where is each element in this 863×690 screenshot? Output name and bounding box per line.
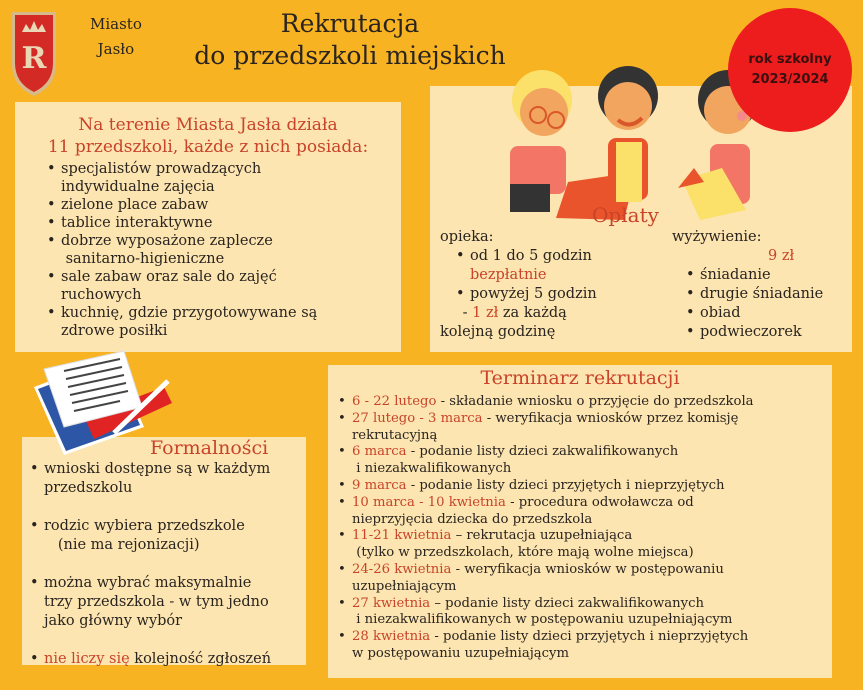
item-text: przedszkolu xyxy=(44,480,133,496)
item-text: kuchnię, gdzie przygotowywane są xyxy=(61,305,318,321)
schedule-text: i niezakwalifikowanych w postępowaniu uzupełniającym xyxy=(352,612,733,628)
schedule-item: • 27 lutego - 3 marca - weryfikacja wniosków przez komisję rekrutacyjną xyxy=(352,411,822,445)
formalities-list xyxy=(30,460,304,688)
schedule-text: - podanie listy dzieci przyjętych i nieprzyjętych xyxy=(430,629,749,645)
school-year-badge xyxy=(728,8,852,132)
list-item: • zielone place zabaw xyxy=(61,196,317,214)
schedule-item: • 11-21 kwietnia – rekrutacja uzupełniająca (tylko w przedszkolach, które mają wolne miejsca) xyxy=(352,528,822,562)
schedule-date: 24-26 kwietnia xyxy=(352,561,452,577)
item-text: indywidualne zajęcia xyxy=(61,179,215,195)
schedule-text: uzupełniającym xyxy=(352,578,457,594)
schedule-date: 6 marca xyxy=(352,444,407,460)
svg-text:R: R xyxy=(21,41,47,76)
schedule-text: - podanie listy dzieci przyjętych i nieprzyjętych xyxy=(406,477,725,493)
features-heading xyxy=(15,114,401,158)
item-text: tablice interaktywne xyxy=(61,215,213,231)
city-name xyxy=(90,12,142,62)
schedule-title: Terminarz rekrutacji xyxy=(480,367,680,389)
item-text: obiad xyxy=(700,305,741,321)
list-item: • dobrze wyposażone zaplecze sanitarno-higieniczne xyxy=(61,232,317,268)
care-fees xyxy=(440,228,597,342)
list-item: • drugie śniadanie xyxy=(686,286,824,302)
item-text: powyżej 5 godzin xyxy=(470,286,597,302)
features-heading-line-1: Na terenie Miasta Jasła działa xyxy=(78,115,338,135)
schedule-date: 10 marca - 10 kwietnia xyxy=(352,494,506,510)
schedule-item: • 27 kwietnia – podanie listy dzieci zakwalifikowanych i niezakwalifikowanych w postępowaniu uzupełniającym xyxy=(352,596,822,630)
list-item: • rodzic wybiera przedszkole (nie ma rejonizacji) xyxy=(44,517,304,555)
item-text: ruchowych xyxy=(61,287,142,303)
item-text: trzy przedszkola - w tym jedno xyxy=(44,594,269,610)
item-text: jako główny wybór xyxy=(44,613,183,629)
schedule-item: • 6 - 22 lutego - składanie wniosku o przyjęcie do przedszkola xyxy=(338,394,754,409)
care-label: opieka: xyxy=(440,229,494,245)
item-text: kolejność zgłoszeń xyxy=(129,651,272,667)
city-line-1: Miasto xyxy=(90,15,142,33)
schedule-item: • 10 marca - 10 kwietnia - procedura odwoławcza od nieprzyjęcia dziecka do przedszkola xyxy=(352,495,822,529)
schedule-date: 11-21 kwietnia xyxy=(352,528,452,544)
hourly-fee: 1 zł xyxy=(472,305,499,321)
list-item: • śniadanie xyxy=(686,267,771,283)
schedule-date: 9 marca xyxy=(352,477,407,493)
item-text: specjalistów prowadzących xyxy=(61,161,262,177)
item-text: śniadanie xyxy=(700,267,771,283)
schedule-text: – podanie listy dzieci zakwalifikowanych xyxy=(430,595,704,611)
item-text: od 1 do 5 godzin xyxy=(470,248,592,264)
list-item: • specjalistów prowadzących indywidualne zajęcia xyxy=(61,160,317,196)
schedule-text: i niezakwalifikowanych xyxy=(352,461,512,477)
item-text: zielone place zabaw xyxy=(61,197,209,213)
schedule-item: • 24-26 kwietnia - weryfikacja wniosków w postępowaniu uzupełniającym xyxy=(352,562,822,596)
item-text: dobrze wyposażone zaplecze xyxy=(61,233,273,249)
schedule-text: - składanie wniosku o przyjęcie do przedszkola xyxy=(436,394,754,409)
list-item: • sale zabaw oraz sale do zajęć ruchowych xyxy=(61,268,317,304)
city-crest-icon xyxy=(10,8,58,98)
list-item: • tablice interaktywne xyxy=(61,214,317,232)
schedule-text: - weryfikacja wniosków przez komisję xyxy=(482,410,739,426)
schedule-item: • 6 marca - podanie listy dzieci zakwalifikowanych i niezakwalifikowanych xyxy=(352,444,822,478)
meal-list xyxy=(672,266,823,342)
features-heading-line-2: 11 przedszkoli, każde z nich posiada: xyxy=(47,137,369,157)
free-label: bezpłatnie xyxy=(470,267,547,283)
list-item: • nie liczy się kolejność zgłoszeń xyxy=(30,651,272,667)
schedule-date: 28 kwietnia xyxy=(352,629,431,645)
schedule-text: w postępowaniu uzupełniającym xyxy=(352,645,569,661)
item-text: rodzic wybiera przedszkole xyxy=(44,518,245,534)
care-list xyxy=(440,247,597,304)
item-text: drugie śniadanie xyxy=(700,286,824,302)
title-line-1: Rekrutacja xyxy=(280,9,420,38)
badge-line-2: 2023/2024 xyxy=(751,72,829,87)
features-list xyxy=(47,160,318,340)
highlight-text: nie liczy się xyxy=(44,651,130,667)
schedule-item: • 28 kwietnia - podanie listy dzieci przyjętych i nieprzyjętych w postępowaniu uzupełniającym xyxy=(352,629,822,663)
title-line-2: do przedszkoli miejskich xyxy=(194,41,506,70)
list-item: • kuchnię, gdzie przygotowywane są zdrowe posiłki xyxy=(47,305,318,339)
schedule-text: (tylko w przedszkolach, które mają wolne miejsca) xyxy=(352,545,694,561)
schedule-list xyxy=(338,394,822,663)
schedule-text: - podanie listy dzieci zakwalifikowanych xyxy=(406,444,679,460)
item-text: wnioski dostępne są w każdym xyxy=(44,461,271,477)
schedule-text: – rekrutacja uzupełniająca xyxy=(451,528,633,544)
schedule-text: rekrutacyjną xyxy=(352,427,438,443)
meal-price: 9 zł xyxy=(768,248,795,264)
features-panel xyxy=(15,102,401,352)
item-text: (nie ma rejonizacji) xyxy=(44,537,200,553)
item-text: podwieczorek xyxy=(700,324,802,340)
schedule-date: 6 - 22 lutego xyxy=(352,394,437,409)
city-line-2: Jasło xyxy=(97,40,135,58)
list-item: • od 1 do 5 godzin bezpłatnie xyxy=(470,247,597,285)
item-text: sale zabaw oraz sale do zajęć xyxy=(61,269,277,285)
dash: - xyxy=(458,305,473,321)
list-item: • wnioski dostępne są w każdym przedszkolu xyxy=(44,460,304,498)
schedule-text: - procedura odwoławcza od xyxy=(505,494,694,510)
item-text: za każdą xyxy=(498,305,567,321)
item-text: kolejną godzinę xyxy=(440,324,556,340)
list-item: • obiad xyxy=(686,305,741,321)
meal-label: wyżywienie: xyxy=(672,229,762,245)
formalities-title: Formalności xyxy=(150,437,269,459)
schedule-text: - weryfikacja wniosków w postępowaniu xyxy=(451,561,724,577)
fees-title: Opłaty xyxy=(592,203,659,227)
badge-line-1: rok szkolny xyxy=(748,52,832,67)
schedule-date: 27 lutego - 3 marca xyxy=(352,410,483,426)
meal-fees xyxy=(672,228,823,342)
item-text: sanitarno-higieniczne xyxy=(61,251,225,267)
item-text: zdrowe posiłki xyxy=(61,323,168,339)
schedule-text: nieprzyjęcia dziecka do przedszkola xyxy=(352,511,593,527)
list-item: • podwieczorek xyxy=(686,324,802,340)
list-item: • powyżej 5 godzin xyxy=(456,286,597,302)
schedule-item: • 9 marca - podanie listy dzieci przyjętych i nieprzyjętych xyxy=(338,477,725,493)
care-extra-line xyxy=(440,304,597,323)
list-item: • można wybrać maksymalnie trzy przedszkola - w tym jedno jako główny wybór xyxy=(44,574,304,631)
schedule-date: 27 kwietnia xyxy=(352,595,431,611)
item-text: można wybrać maksymalnie xyxy=(44,575,252,591)
